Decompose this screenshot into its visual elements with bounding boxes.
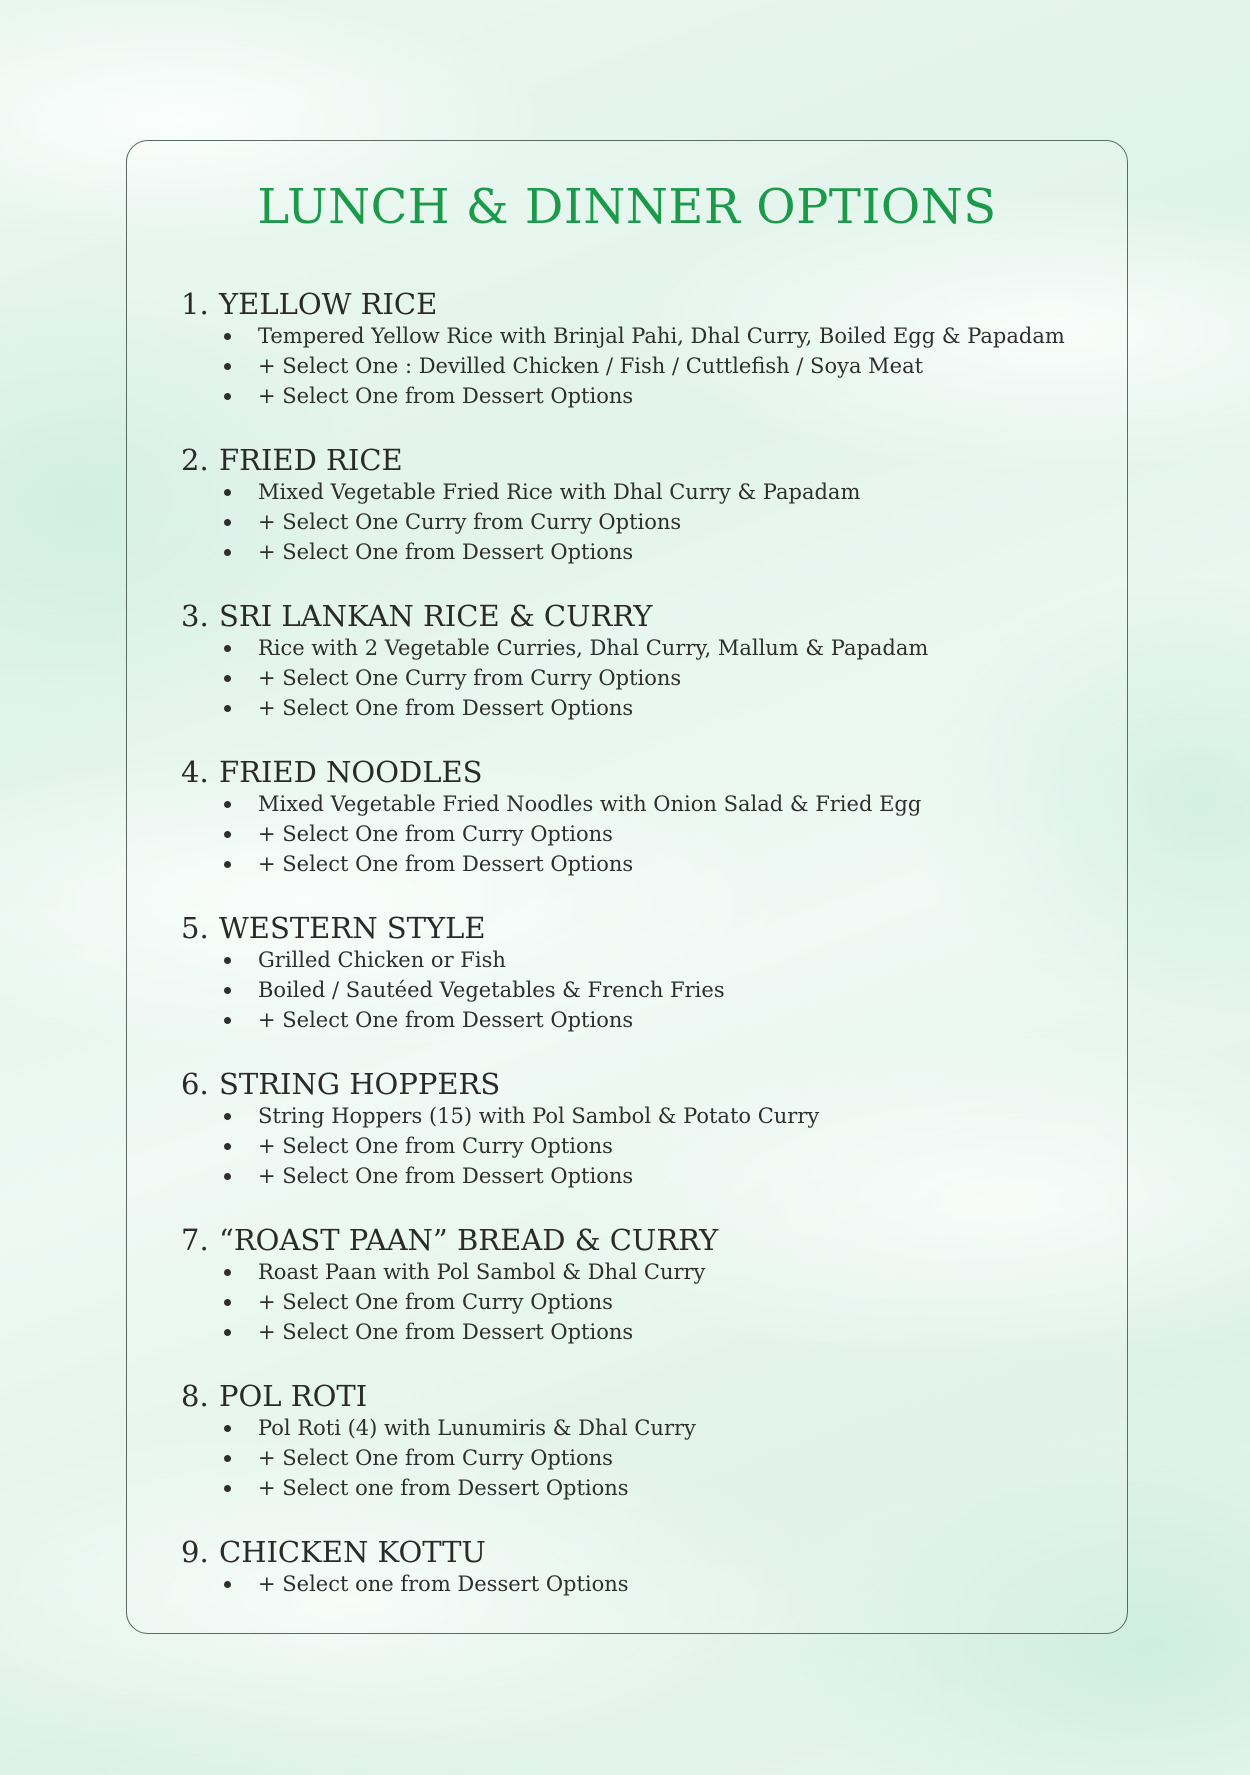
list-item-text: + Select One from Curry Options: [258, 1134, 613, 1158]
list-item-text: + Select One from Curry Options: [258, 1290, 613, 1314]
menu-section: [181, 911, 1081, 1035]
section-items: [181, 1569, 1081, 1599]
section-heading: [181, 755, 1081, 789]
list-item: [181, 477, 1081, 507]
list-item: [181, 975, 1081, 1005]
list-item-text: + Select one from Dessert Options: [258, 1476, 629, 1500]
bullet-icon: [224, 1143, 231, 1150]
list-item: [181, 351, 1081, 381]
list-item: [181, 1569, 1081, 1599]
section-heading: [181, 1223, 1081, 1257]
section-heading: [181, 911, 1081, 945]
list-item: [181, 1473, 1081, 1503]
list-item: [181, 945, 1081, 975]
list-item-text: String Hoppers (15) with Pol Sambol & Potato Curry: [258, 1104, 820, 1128]
bullet-icon: [224, 957, 231, 964]
menu-section: [181, 1223, 1081, 1347]
list-item-text: + Select One from Dessert Options: [258, 1008, 634, 1032]
list-item: [181, 507, 1081, 537]
list-item: [181, 537, 1081, 567]
section-title: CHICKEN KOTTU: [219, 1535, 486, 1569]
bullet-icon: [224, 1455, 231, 1462]
bullet-icon: [224, 1113, 231, 1120]
list-item: [181, 789, 1081, 819]
section-title: STRING HOPPERS: [219, 1067, 501, 1101]
section-heading: [181, 443, 1081, 477]
list-item-text: + Select one from Dessert Options: [258, 1572, 629, 1596]
list-item: [181, 849, 1081, 879]
bullet-icon: [224, 363, 231, 370]
section-heading: [181, 599, 1081, 633]
bullet-icon: [224, 987, 231, 994]
menu-section: [181, 1379, 1081, 1503]
list-item-text: + Select One from Dessert Options: [258, 540, 634, 564]
list-item-text: Grilled Chicken or Fish: [258, 948, 506, 972]
bullet-icon: [224, 1581, 231, 1588]
list-item-text: Roast Paan with Pol Sambol & Dhal Curry: [258, 1260, 706, 1284]
page-title: LUNCH & DINNER OPTIONS: [257, 179, 997, 235]
list-item: [181, 819, 1081, 849]
section-number: 6.: [181, 1067, 209, 1101]
list-item-text: Pol Roti (4) with Lunumiris & Dhal Curry: [258, 1416, 696, 1440]
bullet-icon: [224, 861, 231, 868]
menu-section: [181, 1067, 1081, 1191]
bullet-icon: [224, 1299, 231, 1306]
section-title: FRIED NOODLES: [219, 755, 483, 789]
list-item-text: + Select One from Dessert Options: [258, 1164, 634, 1188]
bullet-icon: [224, 1017, 231, 1024]
section-number: 3.: [181, 599, 209, 633]
section-number: 5.: [181, 911, 209, 945]
list-item: [181, 1257, 1081, 1287]
bullet-icon: [224, 1173, 231, 1180]
bullet-icon: [224, 705, 231, 712]
list-item: [181, 1287, 1081, 1317]
bullet-icon: [224, 549, 231, 556]
menu-card: [126, 140, 1128, 1634]
section-number: 7.: [181, 1223, 209, 1257]
menu-list: [181, 287, 1081, 1631]
list-item: [181, 381, 1081, 411]
menu-section: [181, 599, 1081, 723]
list-item: [181, 663, 1081, 693]
list-item-text: Mixed Vegetable Fried Rice with Dhal Curry & Papadam: [258, 480, 861, 504]
list-item-text: Boiled / Sautéed Vegetables & French Fries: [258, 978, 725, 1002]
list-item-text: + Select One from Dessert Options: [258, 852, 634, 876]
section-title: YELLOW RICE: [219, 287, 438, 321]
list-item-text: Mixed Vegetable Fried Noodles with Onion Salad & Fried Egg: [258, 792, 922, 816]
section-items: [181, 321, 1081, 411]
list-item-text: + Select One : Devilled Chicken / Fish / Cuttlefish / Soya Meat: [258, 354, 924, 378]
list-item: [181, 1131, 1081, 1161]
menu-section: [181, 443, 1081, 567]
list-item: [181, 1101, 1081, 1131]
list-item-text: Rice with 2 Vegetable Curries, Dhal Curry, Mallum & Papadam: [258, 636, 929, 660]
list-item-text: + Select One from Dessert Options: [258, 384, 634, 408]
list-item-text: + Select One from Dessert Options: [258, 1320, 634, 1344]
section-heading: [181, 1067, 1081, 1101]
section-title: “ROAST PAAN” BREAD & CURRY: [219, 1223, 719, 1257]
section-items: [181, 1101, 1081, 1191]
section-heading: [181, 287, 1081, 321]
section-number: 9.: [181, 1535, 209, 1569]
menu-section: [181, 755, 1081, 879]
list-item: [181, 321, 1081, 351]
menu-section: [181, 287, 1081, 411]
bullet-icon: [224, 1485, 231, 1492]
list-item-text: + Select One from Curry Options: [258, 1446, 613, 1470]
list-item: [181, 633, 1081, 663]
section-items: [181, 633, 1081, 723]
bullet-icon: [224, 1329, 231, 1336]
section-title: POL ROTI: [219, 1379, 368, 1413]
list-item-text: + Select One Curry from Curry Options: [258, 666, 682, 690]
section-heading: [181, 1535, 1081, 1569]
bullet-icon: [224, 393, 231, 400]
bullet-icon: [224, 831, 231, 838]
bullet-icon: [224, 333, 231, 340]
section-title: SRI LANKAN RICE & CURRY: [219, 599, 653, 633]
list-item: [181, 1005, 1081, 1035]
section-items: [181, 1257, 1081, 1347]
section-heading: [181, 1379, 1081, 1413]
section-number: 8.: [181, 1379, 209, 1413]
section-title: FRIED RICE: [219, 443, 403, 477]
bullet-icon: [224, 675, 231, 682]
list-item-text: + Select One Curry from Curry Options: [258, 510, 682, 534]
menu-section: [181, 1535, 1081, 1599]
list-item-text: Tempered Yellow Rice with Brinjal Pahi, Dhal Curry, Boiled Egg & Papadam: [258, 324, 1065, 348]
bullet-icon: [224, 1425, 231, 1432]
bullet-icon: [224, 1269, 231, 1276]
section-items: [181, 1413, 1081, 1503]
list-item: [181, 1413, 1081, 1443]
section-items: [181, 477, 1081, 567]
bullet-icon: [224, 801, 231, 808]
section-number: 4.: [181, 755, 209, 789]
bullet-icon: [224, 645, 231, 652]
section-number: 2.: [181, 443, 209, 477]
bullet-icon: [224, 519, 231, 526]
section-items: [181, 945, 1081, 1035]
list-item: [181, 1161, 1081, 1191]
list-item: [181, 1317, 1081, 1347]
section-title: WESTERN STYLE: [219, 911, 486, 945]
section-number: 1.: [181, 287, 209, 321]
list-item: [181, 693, 1081, 723]
list-item-text: + Select One from Dessert Options: [258, 696, 634, 720]
list-item: [181, 1443, 1081, 1473]
section-items: [181, 789, 1081, 879]
bullet-icon: [224, 489, 231, 496]
list-item-text: + Select One from Curry Options: [258, 822, 613, 846]
